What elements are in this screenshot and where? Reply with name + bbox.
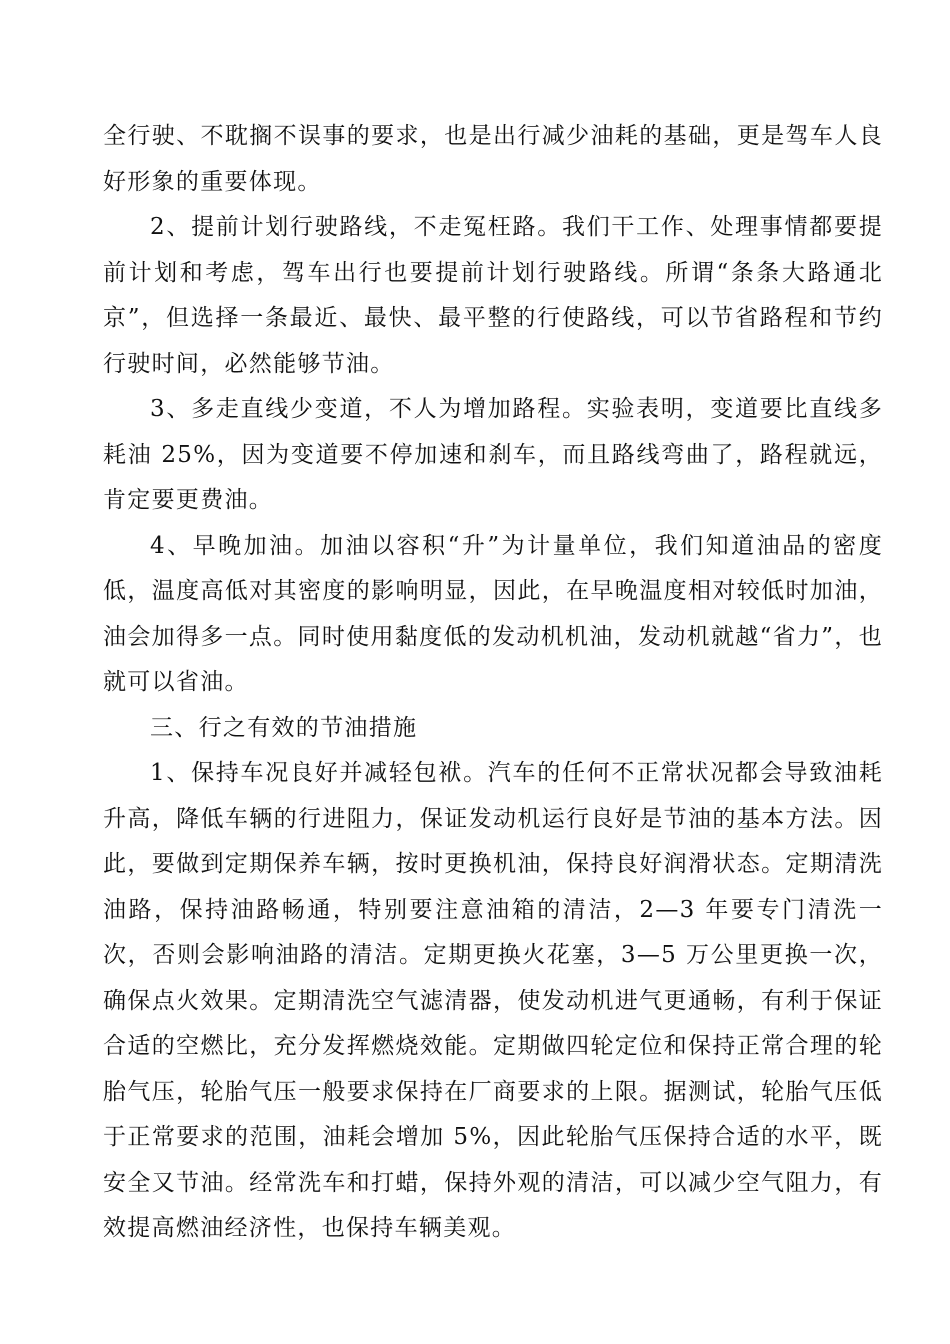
section-heading-fuel-saving-measures: 三、行之有效的节油措施 [150, 714, 418, 741]
document-body [103, 114, 883, 1252]
paragraph-vehicle-condition: 1、保持车况良好并减轻包袱。汽车的任何不正常状况都会导致油耗升高，降低车辆的行进阻力，保证发动机运行良好是节油的基本方法。因此，要做到定期保养车辆，按时更换机油，保持良好润滑状态。定期清洗油路，保持油路畅通，特别要注意油箱的清洁，2—3 年要专门清洗一次，否则会影响油路的清洁。定期更换火花塞，3—5 万公里更换一次，确保点火效果。定期清洗空气滤清器，使发动机进气更通畅，有利于保证合适的空燃比，充分发挥燃烧效能。定期做四轮定位和保持正常合理的轮胎气压，轮胎气压一般要求保持在厂商要求的上限。据测试，轮胎气压低于正常要求的范围，油耗会增加 5%，因此轮胎气压保持合适的水平，既安全又节油。经常洗车和打蜡，保持外观的清洁，可以减少空气阻力，有效提高燃油经济性，也保持车辆美观。 [103, 760, 883, 1241]
paragraph-refuel-timing: 4、早晚加油。加油以容积“升”为计量单位，我们知道油品的密度低，温度高低对其密度的影响明显，因此，在早晚温度相对较低时加油，油会加得多一点。同时使用黏度低的发动机机油，发动机就越“省力”，也就可以省油。 [103, 532, 883, 695]
paragraph-straight-line: 3、多走直线少变道，不人为增加路程。实验表明，变道要比直线多耗油 25%，因为变道要不停加速和刹车，而且路线弯曲了，路程就远，肯定要更费油。 [103, 396, 883, 513]
paragraph-plan-route: 2、提前计划行驶路线，不走冤枉路。我们干工作、处理事情都要提前计划和考虑，驾车出行也要提前计划行驶路线。所谓“条条大路通北京”，但选择一条最近、最快、最平整的行使路线，可以节省路程和节约行驶时间，必然能够节油。 [103, 214, 883, 377]
paragraph-continuation: 全行驶、不耽搁不误事的要求，也是出行减少油耗的基础，更是驾车人良好形象的重要体现。 [103, 123, 883, 195]
